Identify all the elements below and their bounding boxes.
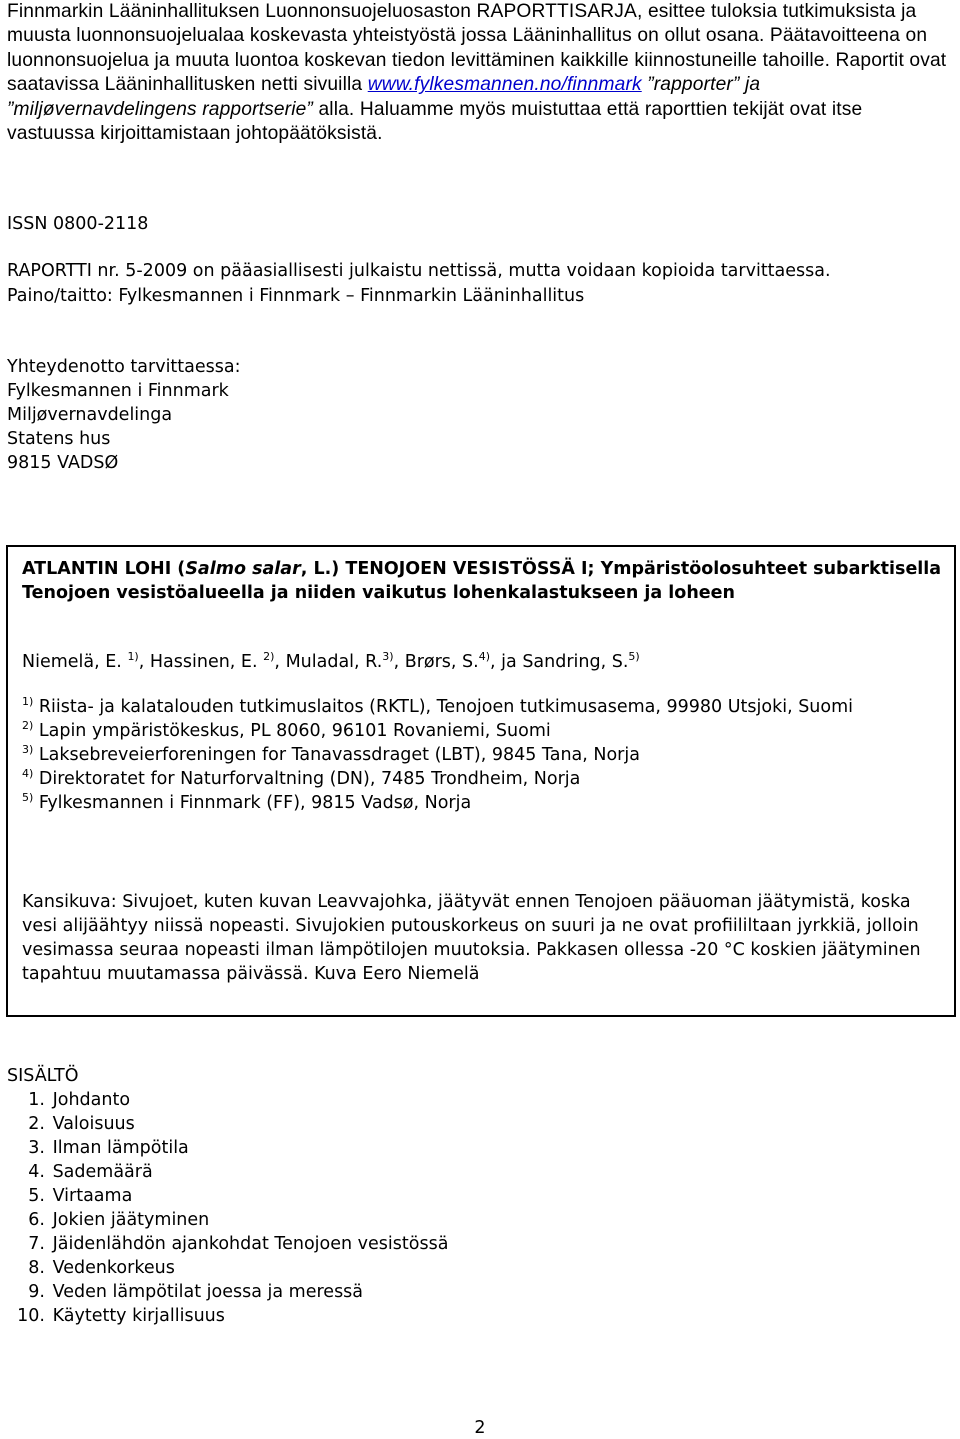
- author-name: Muladal, R.: [285, 652, 383, 672]
- contact-line: 9815 VADSØ: [7, 453, 119, 473]
- affiliation: [22, 791, 942, 815]
- toc-item[interactable]: [7, 1088, 448, 1112]
- author-name: Sandring, S.: [522, 652, 629, 672]
- toc-number: 4.: [28, 1162, 45, 1182]
- toc-label: Ilman lämpötila: [52, 1138, 189, 1158]
- toc-label: Sademäärä: [52, 1162, 153, 1182]
- report-title-part: , L.) TENOJOEN VESISTÖSSÄ I; Ympäristöolosuhteet subarktisella Tenojoen vesistöalueella ja niiden vaikutus lohenkalastukseen ja loheen: [22, 559, 942, 603]
- toc-label: Käytetty kirjallisuus: [52, 1306, 225, 1326]
- toc-item[interactable]: [7, 1280, 448, 1304]
- toc-number: 2.: [28, 1114, 45, 1134]
- affiliation-sup: 4): [22, 767, 34, 780]
- toc-label: Veden lämpötilat joessa ja meressä: [52, 1282, 364, 1302]
- affiliation: [22, 695, 942, 719]
- author-sep: ,: [138, 652, 150, 672]
- author-sep: , ja: [490, 652, 523, 672]
- affiliation-sup: 5): [22, 791, 34, 804]
- toc-item[interactable]: [7, 1208, 448, 1232]
- toc-item[interactable]: [7, 1160, 448, 1184]
- toc-number: 3.: [28, 1138, 45, 1158]
- species-name: Salmo salar: [185, 559, 301, 579]
- toc-label: Johdanto: [52, 1090, 131, 1110]
- series-intro-paragraph: [7, 0, 947, 146]
- affiliation: [22, 719, 942, 743]
- cover-caption: Kansikuva: Sivujoet, kuten kuvan Leavvajohka, jäätyvät ennen Tenojoen pääuoman jäätymistä, koska vesi alijäähtyy niissä nopeasti. Sivujokien putouskorkeus on suuri ja ne ovat profiililtaan jyrkkiä, jolloin vesimassa seuraa nopeasti ilman lämpötilojen muutoksia. Pakkasen ollessa -20 °C koskien jäätyminen tapahtuu muutamassa päivässä. Kuva Eero Niemelä: [22, 892, 921, 984]
- affiliation: [22, 767, 942, 791]
- toc-label: Jokien jäätyminen: [52, 1210, 210, 1230]
- page-number: 2: [474, 1418, 486, 1438]
- toc-number: 10.: [17, 1306, 45, 1326]
- authors-line: [22, 650, 640, 674]
- affiliation-sup: 2): [22, 719, 34, 732]
- affiliation: [22, 743, 942, 767]
- toc-item[interactable]: [7, 1232, 448, 1256]
- author-sup: 2): [263, 650, 275, 663]
- toc-item[interactable]: [7, 1256, 448, 1280]
- author-sup: 5): [628, 650, 640, 663]
- toc-number: 6.: [28, 1210, 45, 1230]
- toc-item[interactable]: [7, 1184, 448, 1208]
- table-of-contents: [7, 1088, 448, 1328]
- toc-label: Valoisuus: [52, 1114, 135, 1134]
- author-name: Niemelä, E.: [22, 652, 128, 672]
- affiliation-sup: 1): [22, 695, 34, 708]
- affiliation-text: Fylkesmannen i Finnmark (FF), 9815 Vadsø, Norja: [33, 793, 472, 813]
- report-title-part: ATLANTIN LOHI (: [22, 559, 186, 579]
- print-line: Paino/taitto: Fylkesmannen i Finnmark – Finnmarkin Lääninhallitus: [7, 286, 585, 306]
- toc-label: Virtaama: [52, 1186, 133, 1206]
- report-title-box: [6, 545, 956, 1017]
- affiliation-text: Laksebreveierforeningen for Tanavassdraget (LBT), 9845 Tana, Norja: [33, 745, 640, 765]
- report-number-line: RAPORTTI nr. 5-2009 on pääasiallisesti julkaistu nettissä, mutta voidaan kopioida tarvittaessa.: [7, 261, 831, 281]
- toc-number: 8.: [28, 1258, 45, 1278]
- contact-line: Statens hus: [7, 429, 111, 449]
- intro-text-end: alla. Haluamme myös muistuttaa että raporttien tekijät ovat itse vastuussa kirjoittamistaan johtopäätöksistä.: [7, 98, 863, 145]
- series-intro: [7, 0, 947, 146]
- author-sep: ,: [393, 652, 405, 672]
- affiliation-text: Riista- ja kalatalouden tutkimuslaitos (RKTL), Tenojoen tutkimusasema, 99980 Utsjoki, Suomi: [33, 697, 854, 717]
- affiliation-text: Direktoratet for Naturforvaltning (DN), 7485 Trondheim, Norja: [33, 769, 581, 789]
- toc-label: Vedenkorkeus: [52, 1258, 175, 1278]
- author-name: Brørs, S.: [404, 652, 479, 672]
- contact-heading: Yhteydenotto tarvittaessa:: [7, 357, 241, 377]
- intro-text: Finnmarkin Lääninhallituksen Luonnonsuojeluosaston RAPORTTISARJA, esittee tuloksia tutkimuksista ja muusta luonnonsuojelualaa koskevasta yhteistyöstä jossa Lääninhallitus on ollut osana. Päätavoitteena on luonnonsuojelua ja muuta luontoa koskevan tiedon levittäminen kaikkille kiinnostuneille tahoille. Raportit ovat saatavissa Lääninhallitusken netti sivuilla: [7, 1, 947, 96]
- report-title: [22, 557, 942, 605]
- author-sep: ,: [274, 652, 286, 672]
- author-sup: 3): [382, 650, 394, 663]
- toc-number: 1.: [28, 1090, 45, 1110]
- contact-line: Miljøvernavdelinga: [7, 405, 173, 425]
- affiliation-sup: 3): [22, 743, 34, 756]
- toc-title: SISÄLTÖ: [7, 1066, 79, 1086]
- author-name: Hassinen, E.: [149, 652, 264, 672]
- intro-italic-text: ”rapporter” ja ”miljøvernavdelingens rapportserie”: [7, 74, 761, 120]
- toc-item[interactable]: [7, 1136, 448, 1160]
- affiliations: [22, 695, 942, 815]
- toc-number: 7.: [28, 1234, 45, 1254]
- issn: ISSN 0800-2118: [7, 214, 149, 234]
- toc-number: 5.: [28, 1186, 45, 1206]
- toc-number: 9.: [28, 1282, 45, 1302]
- toc-item[interactable]: [7, 1304, 448, 1328]
- toc-item[interactable]: [7, 1112, 448, 1136]
- affiliation-text: Lapin ympäristökeskus, PL 8060, 96101 Rovaniemi, Suomi: [33, 721, 551, 741]
- website-link[interactable]: www.fylkesmannen.no/finnmark: [367, 74, 642, 96]
- author-sup: 1): [127, 650, 139, 663]
- contact-line: Fylkesmannen i Finnmark: [7, 381, 229, 401]
- author-sup: 4): [478, 650, 491, 663]
- toc-label: Jäidenlähdön ajankohdat Tenojoen vesistössä: [52, 1234, 449, 1254]
